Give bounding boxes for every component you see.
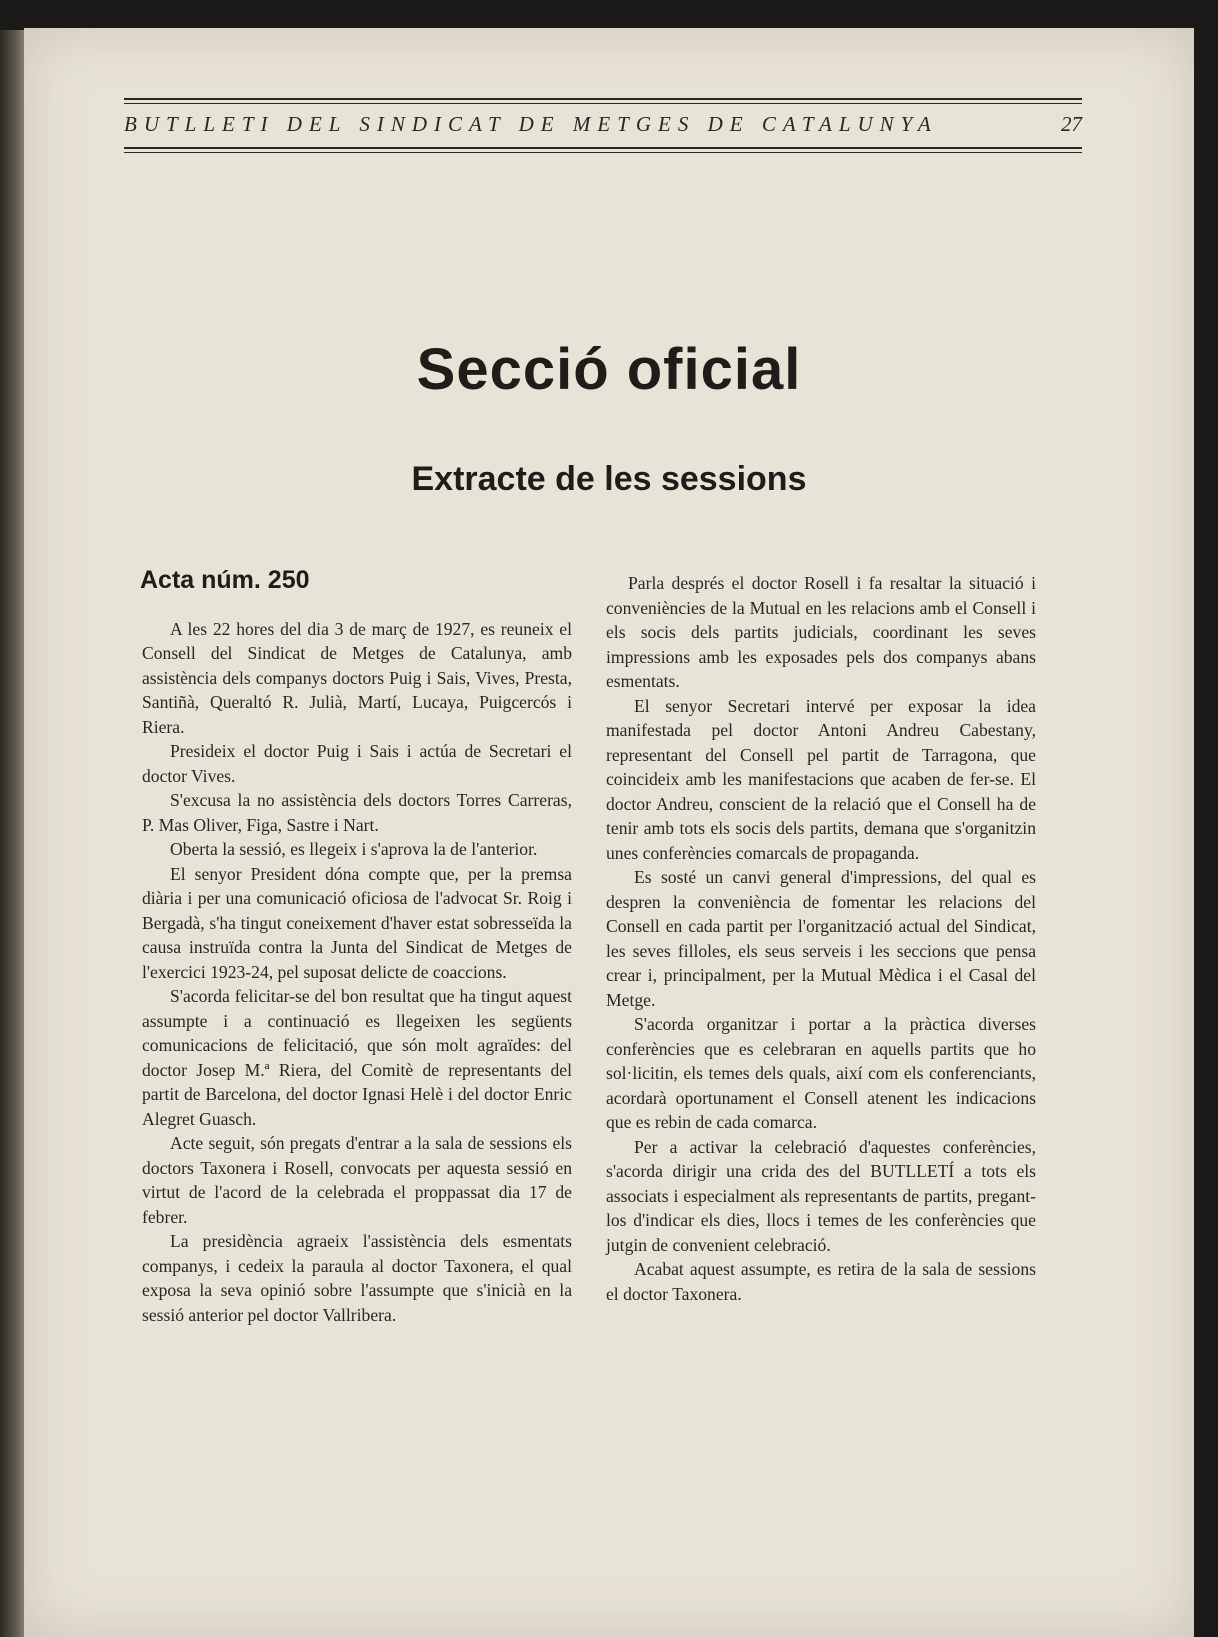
section-title: Secció oficial (416, 337, 802, 402)
paragraph: Es sosté un canvi general d'impressions, del qual es despren la conveniència de fomentar les relacions del Consell en cada partit per l'organització actual del Sindicat, les seves filloles, els seus serveis i les seccions que pensa crear i, principalment, per la Mutual Mèdica i el Casal del Metge. (606, 867, 1036, 1010)
subtitle: Extracte de les sessions (411, 460, 807, 498)
paragraph: Presideix el doctor Puig i Sais i actúa de Secretari el doctor Vives. (142, 741, 572, 786)
scan-edge (0, 30, 26, 1637)
paragraph: A les 22 hores del dia 3 de març de 1927, es reuneix el Consell del Sindicat de Metges de Catalunya, amb assistència dels companys doctors Puig i Sais, Vives, Presta, Santiñà, Queraltó R. Julià, Martí, Lucaya, Puigcercós i Riera. (142, 618, 572, 737)
header-rule-bottom (124, 147, 1082, 149)
paragraph: S'excusa la no assistència dels doctors Torres Carreras, P. Mas Oliver, Figa, Sastre i Nart. (142, 790, 572, 835)
paragraph: Parla després el doctor Rosell i fa resaltar la situació i conveniències de la Mutual en les relacions amb el Consell i els socis dels partits judicials, coordinant les seves impressions amb les exposades pels dos companys abans esmentats. (606, 573, 1036, 691)
left-column (142, 568, 572, 1327)
paragraph: Oberta la sessió, es llegeix i s'aprova la de l'anterior. (170, 839, 538, 859)
header-rule-bottom-thin (124, 152, 1082, 153)
right-column (606, 571, 1036, 1306)
paragraph: S'acorda organitzar i portar a la pràctica diverses conferències que es celebraran en aquells partits que ho sol·licitin, els temes dels quals, així com els conferenciants, acordarà oportunament el Consell atenent les indicacions que es rebin de cada comarca. (606, 1014, 1036, 1132)
header-rule-top-thin (124, 103, 1082, 104)
header-rule-top (124, 98, 1082, 100)
running-header (124, 98, 1082, 153)
page-number: 27 (1061, 112, 1082, 136)
journal-page (24, 28, 1194, 1637)
paragraph: S'acorda felicitar-se del bon resultat que ha tingut aquest assumpte i a continuació es llegeixen les següents comunicacions de felicitació, que són molt agraïdes: del doctor Josep M.ª Riera, del Comitè de representants del partit de Barcelona, del doctor Ignasi Helè i del doctor Enric Alegret Guasch. (142, 986, 572, 1129)
paragraph: Acte seguit, són pregats d'entrar a la sala de sessions els doctors Taxonera i Rosell, convocats per aquesta sessió en virtut de l'acord de la celebrada el proppassat dia 17 de febrer. (142, 1133, 572, 1227)
paragraph: El senyor President dóna compte que, per la premsa diària i per una comunicació oficiosa de l'advocat Sr. Roig i Bergadà, s'ha tingut coneixement d'haver estat sobresseïda la causa instruïda contra la Junta del Sindicat de Metges de l'exercici 1923-24, pel suposat delicte de coaccions. (142, 863, 572, 982)
paragraph: La presidència agraeix l'assistència dels esmentats companys, i cedeix la paraula al doctor Taxonera, el qual exposa la seva opinió sobre l'assumpte que s'inicià en la sessió anterior pel doctor Vallribera. (142, 1231, 572, 1325)
acta-heading: Acta núm. 250 (140, 566, 310, 594)
paragraph: Acabat aquest assumpte, es retira de la sala de sessions el doctor Taxonera. (606, 1259, 1036, 1304)
paragraph: Per a activar la celebració d'aquestes conferències, s'acorda dirigir una crida des del BUTLLETÍ a tots els associats i especialment als representants de partits, pregant-los d'indicar els dies, llocs i temes de les conferències que jutgin de convenient celebració. (606, 1136, 1036, 1255)
paragraph: El senyor Secretari intervé per exposar la idea manifestada pel doctor Antoni Andreu Cabestany, representant del Consell pel partit de Tarragona, que coincideix amb les manifestacions que acaben de fer-se. El doctor Andreu, conscient de la relació que el Consell ha de tenir amb tots els socis dels partits, demana que s'organitzin unes conferències comarcals de propaganda. (606, 695, 1036, 863)
running-title: BUTLLETI DEL SINDICAT DE METGES DE CATALUNYA (124, 112, 938, 136)
